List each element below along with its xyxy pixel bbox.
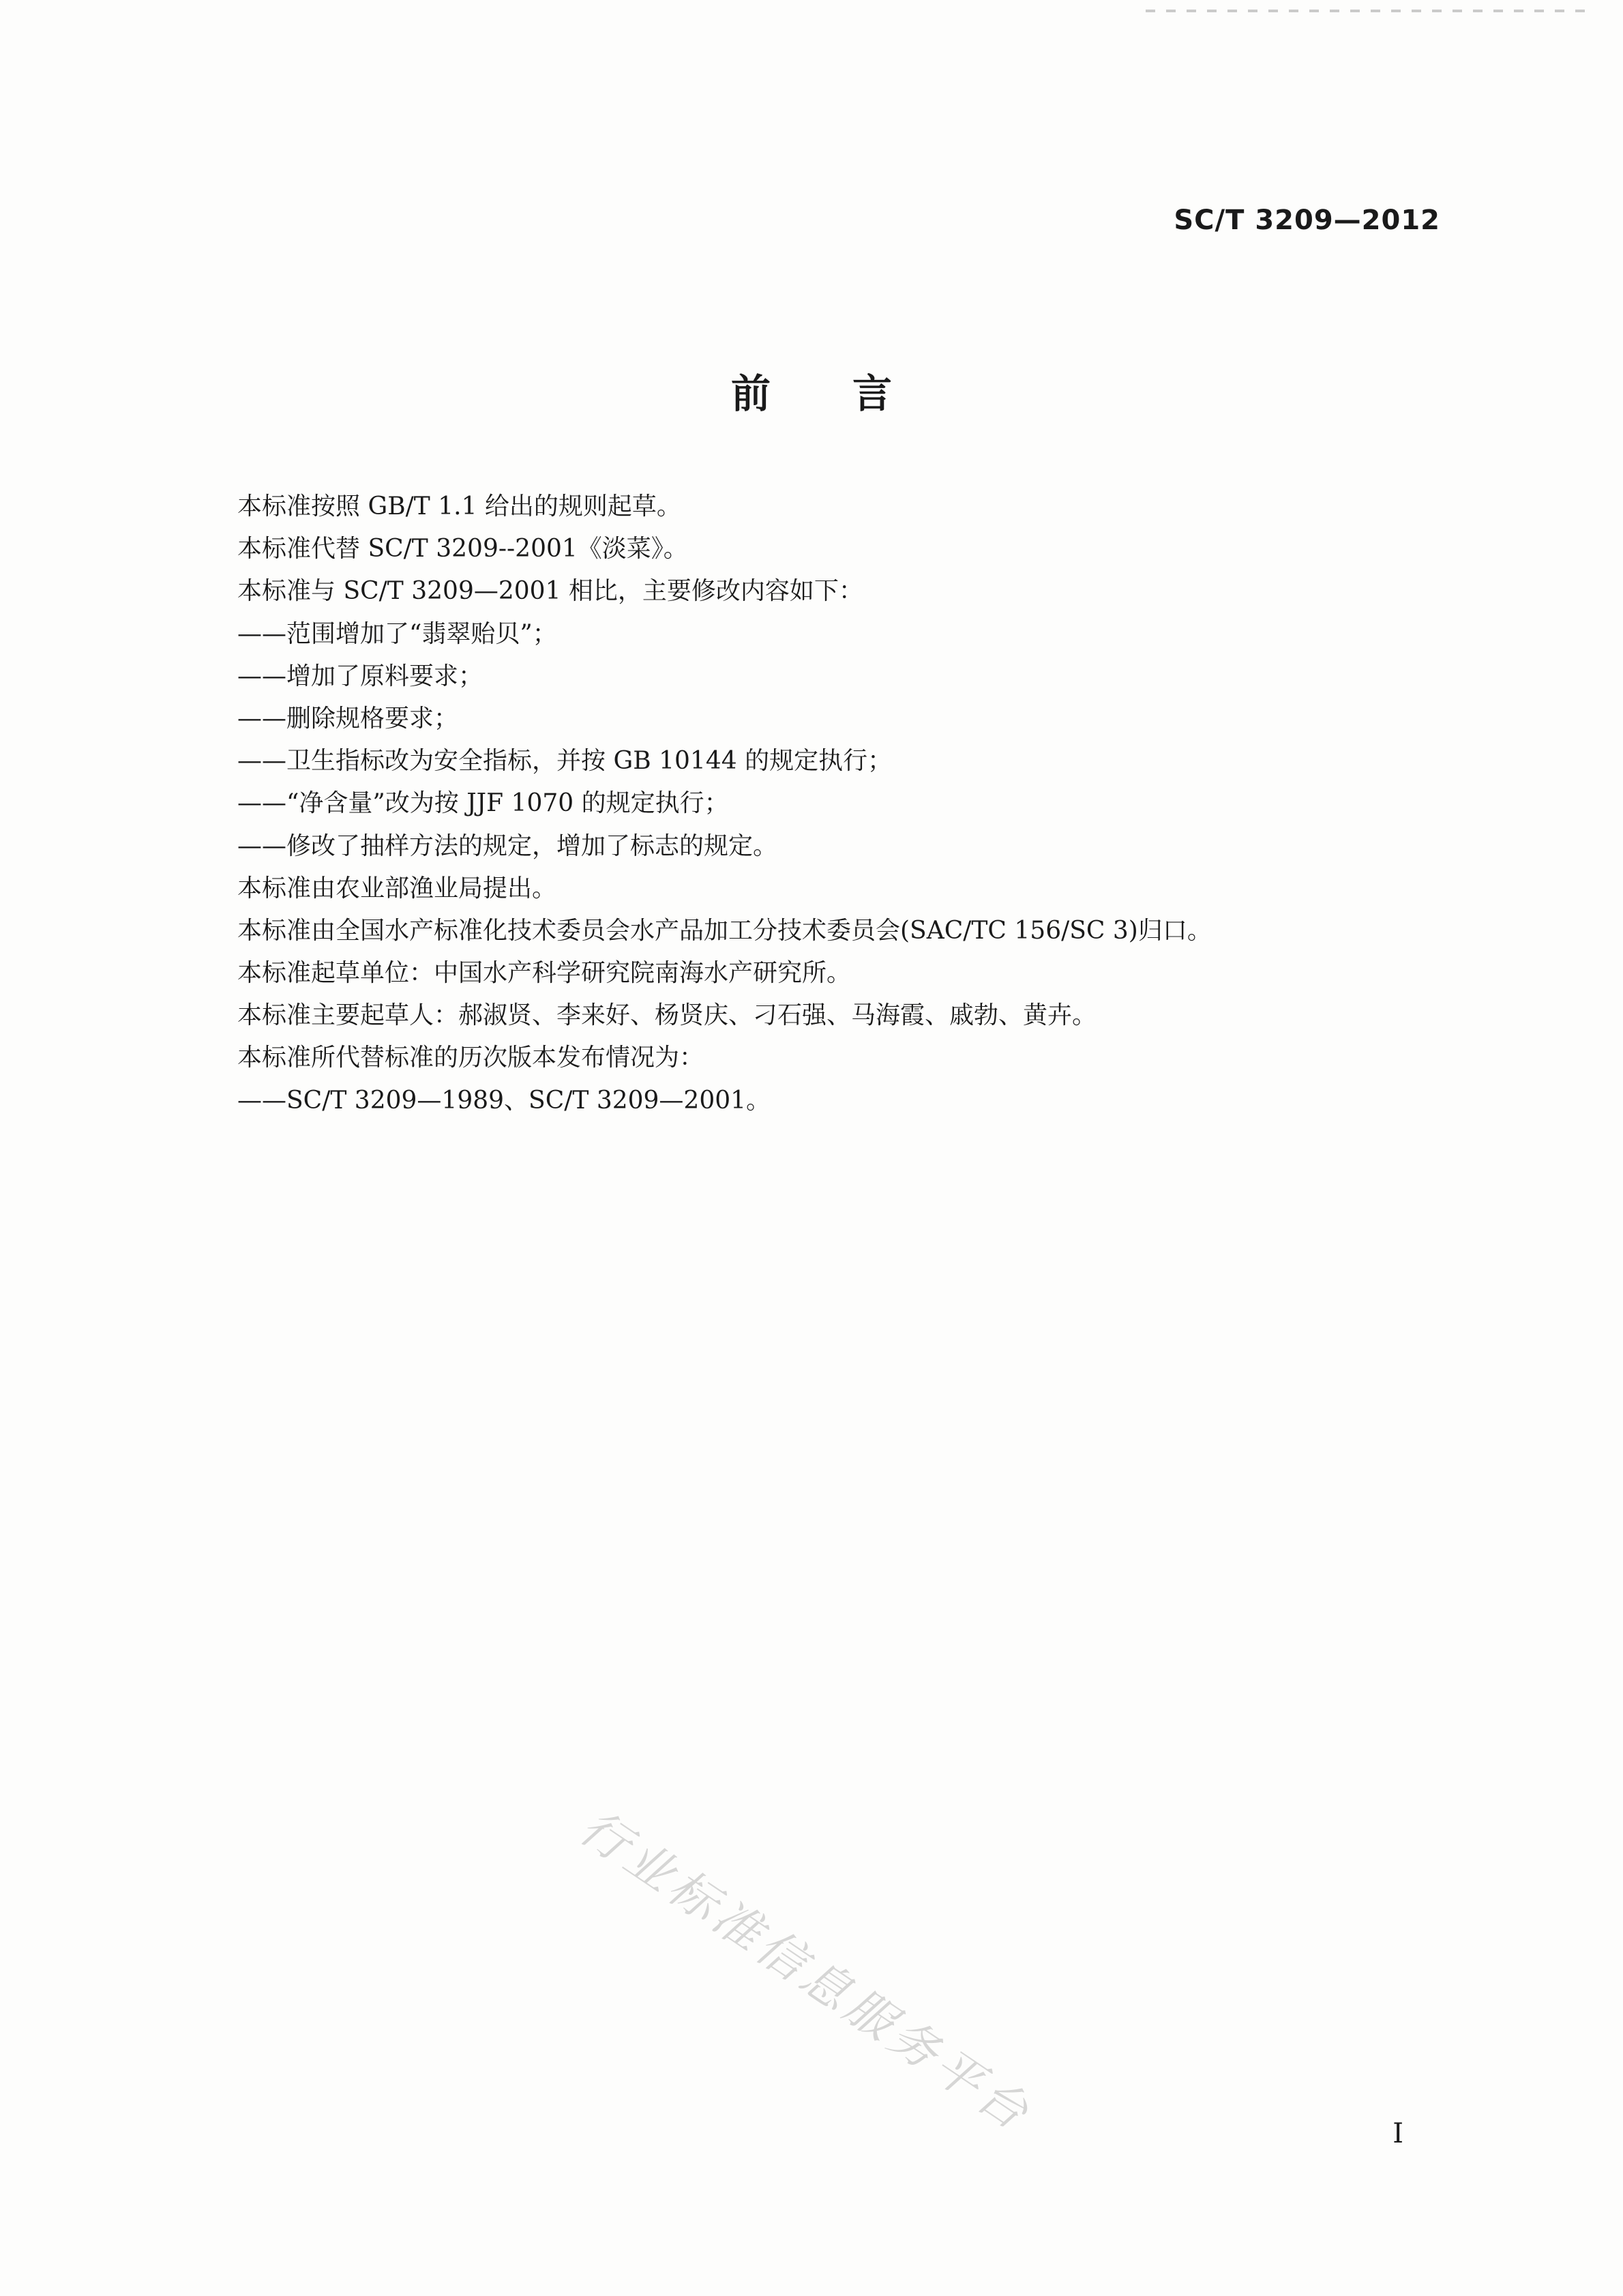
paragraph: 本标准起草单位：中国水产科学研究院南海水产研究所。 (237, 959, 852, 988)
paragraph: 本标准与 SC/T 3209—2001 相比，主要修改内容如下： (237, 577, 863, 606)
list-item: ——修改了抽样方法的规定，增加了标志的规定。 (237, 831, 778, 860)
paragraph: 本标准代替 SC/T 3209--2001《淡菜》。 (237, 535, 688, 563)
paragraph: 本标准按照 GB/T 1.1 给出的规则起草。 (237, 492, 681, 520)
paragraph: 本标准由农业部渔业局提出。 (237, 874, 557, 902)
list-item: ——增加了原料要求； (237, 662, 483, 690)
list-item: ——SC/T 3209—1989、SC/T 3209—2001。 (237, 1086, 771, 1115)
list-item: ——删除规格要求； (237, 704, 459, 733)
list-item: ——“净含量”改为按 JJF 1070 的规定执行； (237, 789, 729, 818)
list-item: ——卫生指标改为安全指标，并按 GB 10144 的规定执行； (237, 747, 893, 776)
paragraph: 本标准由全国水产标准化技术委员会水产品加工分技术委员会(SAC/TC 156/SC 3)归口。 (237, 916, 1212, 945)
page-number: I (1393, 2118, 1403, 2149)
foreword-body (237, 486, 1465, 1122)
list-item: ——范围增加了“翡翠贻贝”； (237, 619, 557, 648)
page-title: 前言 (730, 370, 974, 417)
standard-number: SC/T 3209—2012 (1174, 205, 1440, 236)
watermark: 行业标准信息服务平台 (569, 1799, 1043, 2143)
paragraph: 本标准主要起草人：郝淑贤、李来好、杨贤庆、刁石强、马海霞、戚勃、黄卉。 (237, 1001, 1097, 1030)
paragraph: 本标准所代替标准的历次版本发布情况为： (237, 1044, 704, 1072)
scan-edge-marks (1146, 10, 1596, 12)
